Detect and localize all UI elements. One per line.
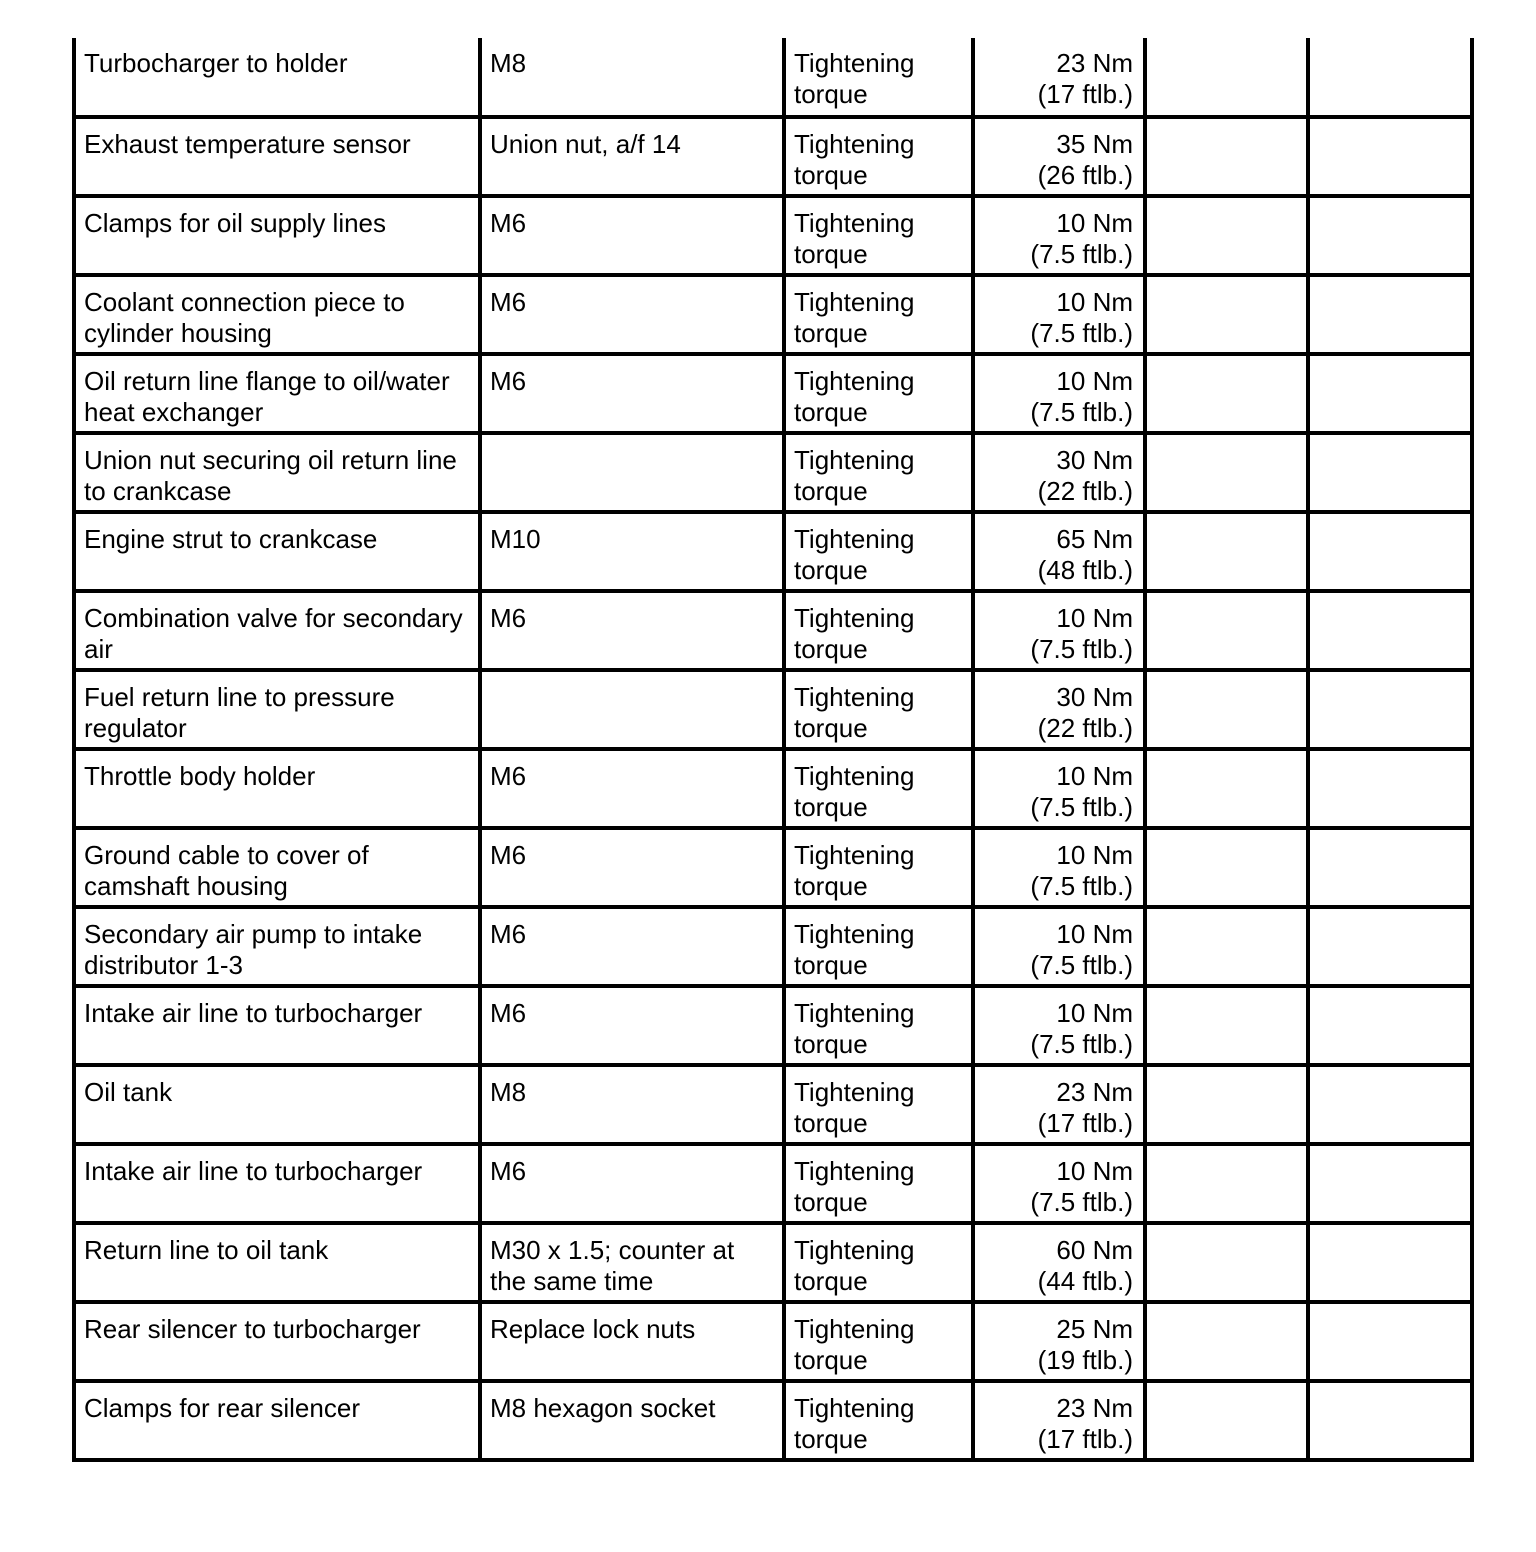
torque-ftlb: (17 ftlb.) (1037, 79, 1133, 109)
torque-ftlb: (7.5 ftlb.) (1030, 1029, 1133, 1059)
torque-ftlb: (19 ftlb.) (1037, 1345, 1133, 1375)
torque-nm: 10 Nm (1056, 287, 1133, 317)
table-row (74, 433, 1472, 512)
blank-cell (1145, 354, 1308, 433)
torque-nm: 35 Nm (1056, 129, 1133, 159)
torque-nm: 10 Nm (1056, 761, 1133, 791)
value-cell (973, 591, 1145, 670)
torque-nm: 10 Nm (1056, 366, 1133, 396)
type-cell: Tightening torque (784, 38, 973, 117)
torque-ftlb: (26 ftlb.) (1037, 160, 1133, 190)
torque-nm: 30 Nm (1056, 682, 1133, 712)
type-cell: Tightening torque (784, 986, 973, 1065)
component-cell: Clamps for oil supply lines (74, 196, 480, 275)
value-cell (973, 1302, 1145, 1381)
spec-cell: M8 (480, 38, 784, 117)
component-cell: Secondary air pump to intake distributor 1-3 (74, 907, 480, 986)
table-row (74, 512, 1472, 591)
table-row (74, 1144, 1472, 1223)
blank-cell (1145, 275, 1308, 354)
torque-ftlb: (44 ftlb.) (1037, 1266, 1133, 1296)
blank-cell (1145, 38, 1308, 117)
value-cell (973, 38, 1145, 117)
blank-cell (1308, 1381, 1472, 1460)
table-row (74, 907, 1472, 986)
type-cell: Tightening torque (784, 1223, 973, 1302)
torque-nm: 10 Nm (1056, 840, 1133, 870)
type-cell: Tightening torque (784, 1144, 973, 1223)
type-cell: Tightening torque (784, 749, 973, 828)
type-cell: Tightening torque (784, 1302, 973, 1381)
table-row (74, 670, 1472, 749)
value-cell (973, 512, 1145, 591)
blank-cell (1145, 828, 1308, 907)
value-cell (973, 433, 1145, 512)
type-cell: Tightening torque (784, 1381, 973, 1460)
value-cell (973, 907, 1145, 986)
table-row (74, 1065, 1472, 1144)
value-cell (973, 828, 1145, 907)
table-row (74, 986, 1472, 1065)
torque-spec-sheet (72, 38, 1470, 1462)
type-cell: Tightening torque (784, 354, 973, 433)
type-cell: Tightening torque (784, 591, 973, 670)
torque-nm: 30 Nm (1056, 445, 1133, 475)
spec-cell: M10 (480, 512, 784, 591)
blank-cell (1308, 670, 1472, 749)
component-cell: Exhaust temperature sensor (74, 117, 480, 196)
torque-ftlb: (7.5 ftlb.) (1030, 397, 1133, 427)
component-cell: Intake air line to turbocharger (74, 986, 480, 1065)
blank-cell (1145, 1302, 1308, 1381)
torque-ftlb: (7.5 ftlb.) (1030, 239, 1133, 269)
spec-cell: M30 x 1.5; counter at the same time (480, 1223, 784, 1302)
component-cell: Turbocharger to holder (74, 38, 480, 117)
table-row (74, 1381, 1472, 1460)
torque-nm: 10 Nm (1056, 998, 1133, 1028)
torque-ftlb: (7.5 ftlb.) (1030, 318, 1133, 348)
torque-nm: 23 Nm (1056, 48, 1133, 78)
blank-cell (1145, 907, 1308, 986)
spec-cell: M6 (480, 196, 784, 275)
spec-cell: M8 (480, 1065, 784, 1144)
spec-cell: M6 (480, 354, 784, 433)
blank-cell (1308, 275, 1472, 354)
torque-ftlb: (22 ftlb.) (1037, 713, 1133, 743)
value-cell (973, 749, 1145, 828)
blank-cell (1308, 1223, 1472, 1302)
spec-cell: M6 (480, 275, 784, 354)
torque-table-body (74, 38, 1472, 1460)
spec-cell: M6 (480, 828, 784, 907)
blank-cell (1308, 907, 1472, 986)
type-cell: Tightening torque (784, 907, 973, 986)
table-row (74, 749, 1472, 828)
type-cell: Tightening torque (784, 670, 973, 749)
blank-cell (1308, 433, 1472, 512)
value-cell (973, 1223, 1145, 1302)
component-cell: Ground cable to cover of camshaft housing (74, 828, 480, 907)
component-cell: Engine strut to crankcase (74, 512, 480, 591)
table-row (74, 1302, 1472, 1381)
type-cell: Tightening torque (784, 117, 973, 196)
torque-nm: 10 Nm (1056, 919, 1133, 949)
component-cell: Clamps for rear silencer (74, 1381, 480, 1460)
torque-ftlb: (7.5 ftlb.) (1030, 950, 1133, 980)
spec-cell: M6 (480, 986, 784, 1065)
blank-cell (1308, 591, 1472, 670)
spec-cell: M6 (480, 1144, 784, 1223)
component-cell: Fuel return line to pressure regulator (74, 670, 480, 749)
component-cell: Throttle body holder (74, 749, 480, 828)
torque-nm: 25 Nm (1056, 1314, 1133, 1344)
value-cell (973, 275, 1145, 354)
torque-ftlb: (17 ftlb.) (1037, 1424, 1133, 1454)
torque-nm: 65 Nm (1056, 524, 1133, 554)
blank-cell (1308, 38, 1472, 117)
table-row (74, 354, 1472, 433)
torque-ftlb: (17 ftlb.) (1037, 1108, 1133, 1138)
spec-cell: M6 (480, 749, 784, 828)
blank-cell (1145, 1381, 1308, 1460)
torque-nm: 10 Nm (1056, 603, 1133, 633)
blank-cell (1145, 986, 1308, 1065)
spec-cell: Union nut, a/f 14 (480, 117, 784, 196)
table-row (74, 1223, 1472, 1302)
blank-cell (1308, 1065, 1472, 1144)
component-cell: Oil return line flange to oil/water heat exchanger (74, 354, 480, 433)
spec-cell: M6 (480, 591, 784, 670)
torque-ftlb: (22 ftlb.) (1037, 476, 1133, 506)
torque-nm: 60 Nm (1056, 1235, 1133, 1265)
component-cell: Rear silencer to turbocharger (74, 1302, 480, 1381)
blank-cell (1145, 512, 1308, 591)
blank-cell (1145, 117, 1308, 196)
value-cell (973, 1144, 1145, 1223)
blank-cell (1308, 986, 1472, 1065)
component-cell: Combination valve for secondary air (74, 591, 480, 670)
blank-cell (1308, 749, 1472, 828)
value-cell (973, 354, 1145, 433)
table-row (74, 196, 1472, 275)
torque-ftlb: (7.5 ftlb.) (1030, 871, 1133, 901)
blank-cell (1145, 591, 1308, 670)
type-cell: Tightening torque (784, 196, 973, 275)
component-cell: Oil tank (74, 1065, 480, 1144)
spec-cell: M6 (480, 907, 784, 986)
torque-ftlb: (7.5 ftlb.) (1030, 634, 1133, 664)
blank-cell (1145, 670, 1308, 749)
spec-cell (480, 433, 784, 512)
value-cell (973, 196, 1145, 275)
blank-cell (1145, 196, 1308, 275)
value-cell (973, 1065, 1145, 1144)
torque-nm: 23 Nm (1056, 1077, 1133, 1107)
blank-cell (1308, 117, 1472, 196)
value-cell (973, 986, 1145, 1065)
blank-cell (1308, 196, 1472, 275)
torque-ftlb: (7.5 ftlb.) (1030, 1187, 1133, 1217)
table-row (74, 591, 1472, 670)
torque-table (72, 38, 1474, 1462)
table-row (74, 828, 1472, 907)
spec-cell (480, 670, 784, 749)
type-cell: Tightening torque (784, 1065, 973, 1144)
type-cell: Tightening torque (784, 512, 973, 591)
value-cell (973, 117, 1145, 196)
blank-cell (1308, 354, 1472, 433)
value-cell (973, 1381, 1145, 1460)
type-cell: Tightening torque (784, 433, 973, 512)
blank-cell (1308, 1302, 1472, 1381)
blank-cell (1308, 512, 1472, 591)
table-row (74, 117, 1472, 196)
type-cell: Tightening torque (784, 828, 973, 907)
torque-nm: 10 Nm (1056, 1156, 1133, 1186)
table-row (74, 275, 1472, 354)
spec-cell: M8 hexagon socket (480, 1381, 784, 1460)
blank-cell (1145, 433, 1308, 512)
blank-cell (1308, 1144, 1472, 1223)
torque-nm: 23 Nm (1056, 1393, 1133, 1423)
torque-ftlb: (48 ftlb.) (1037, 555, 1133, 585)
table-row (74, 38, 1472, 117)
torque-ftlb: (7.5 ftlb.) (1030, 792, 1133, 822)
component-cell: Intake air line to turbocharger (74, 1144, 480, 1223)
blank-cell (1308, 828, 1472, 907)
value-cell (973, 670, 1145, 749)
blank-cell (1145, 1223, 1308, 1302)
spec-cell: Replace lock nuts (480, 1302, 784, 1381)
component-cell: Coolant connection piece to cylinder housing (74, 275, 480, 354)
blank-cell (1145, 1065, 1308, 1144)
blank-cell (1145, 1144, 1308, 1223)
component-cell: Union nut securing oil return line to crankcase (74, 433, 480, 512)
torque-nm: 10 Nm (1056, 208, 1133, 238)
type-cell: Tightening torque (784, 275, 973, 354)
component-cell: Return line to oil tank (74, 1223, 480, 1302)
blank-cell (1145, 749, 1308, 828)
